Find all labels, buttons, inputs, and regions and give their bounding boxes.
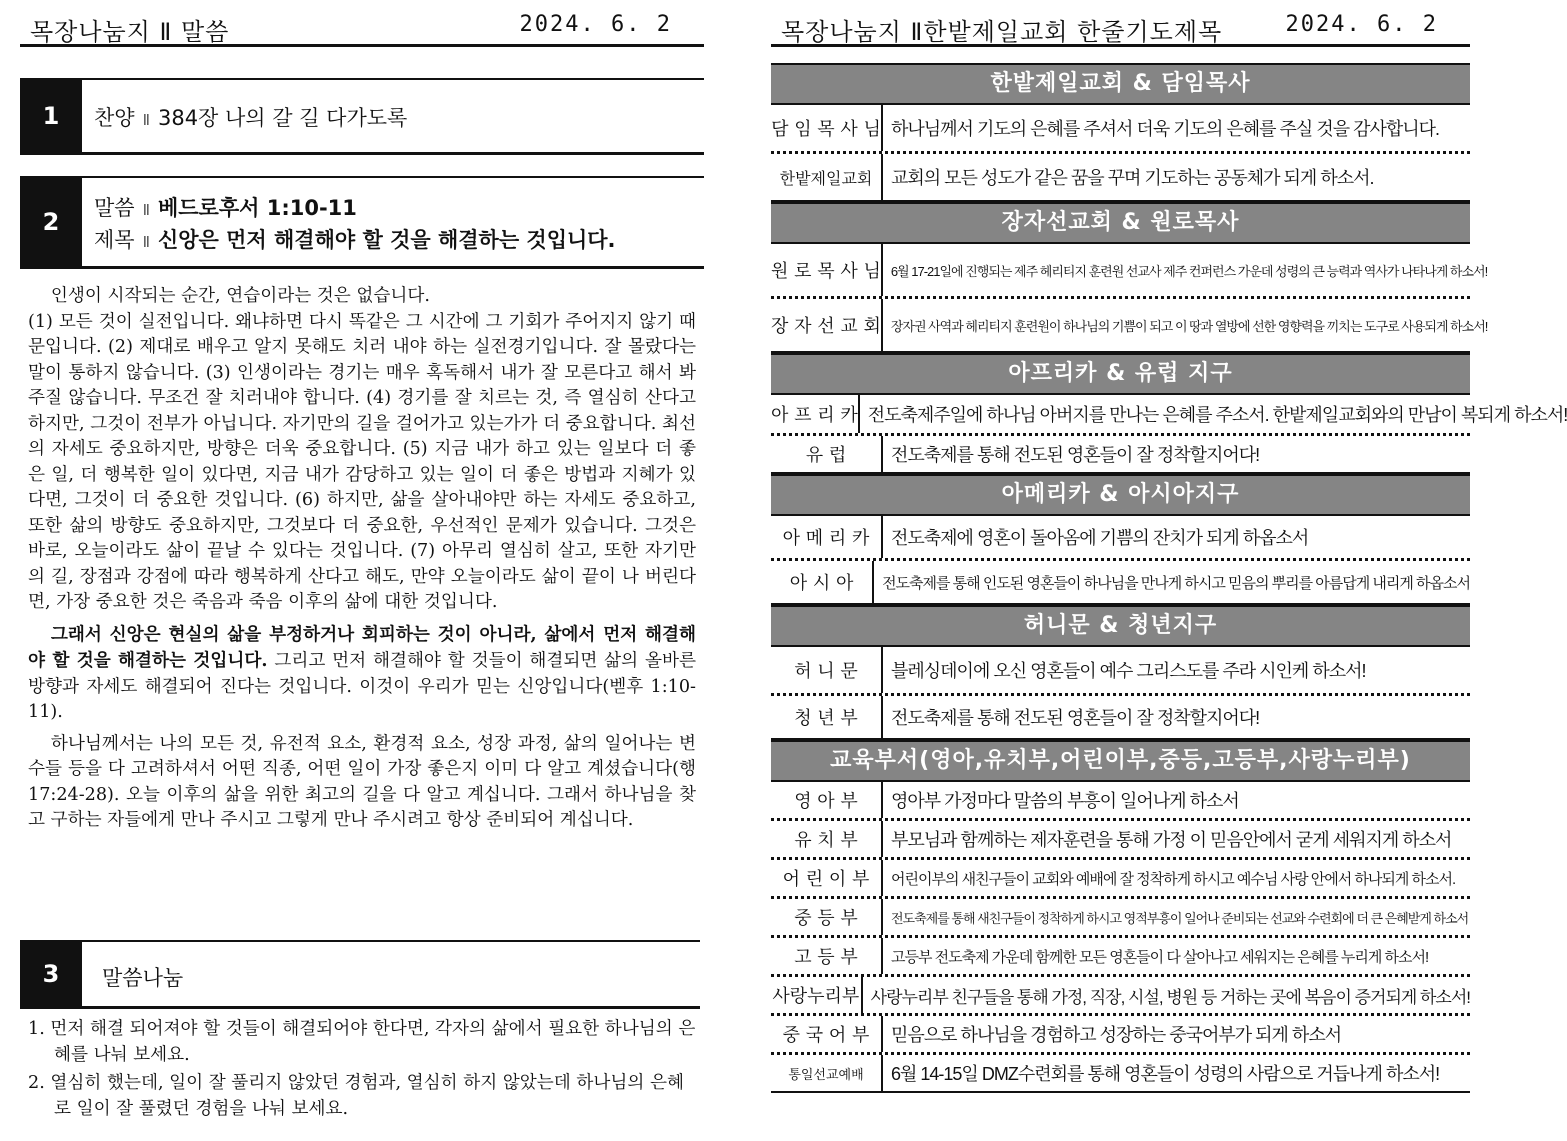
prayer-group-title: 아메리카 & 아시아지구 [771, 474, 1470, 516]
prayer-row-label: 아 시 아 [771, 561, 874, 603]
prayer-row-label: 사랑누리부 [771, 977, 863, 1013]
prayer-row-label: 원 로 목 사 님 [771, 244, 883, 296]
prayer-page [771, 0, 1567, 1141]
prayer-row [771, 395, 1567, 436]
right-page-date: 2024. 6. 2 [1285, 12, 1438, 37]
prayer-row-text: 전도축제를 통해 인도된 영혼들이 하나님을 만나게 하시고 믿음의 뿌리를 아름답게 내리게 하옵소서 [882, 574, 1470, 592]
prayer-group-title: 장자선교회 & 원로목사 [771, 202, 1470, 244]
prayer-row-text: 믿음으로 하나님을 경험하고 성장하는 중국어부가 되게 하소서 [891, 1025, 1342, 1045]
hymn-text: 384장 나의 갈 길 다가도록 [157, 106, 408, 130]
prayer-row [771, 821, 1470, 860]
prayer-row [771, 154, 1470, 202]
sermon-paragraph-rest: 그리고 먼저 해결해야 할 것들이 해결되면 삶의 올바른 방향과 자세도 해결되어 진다는 것입니다. 이것이 우리가 믿는 신앙입니다(벧후 1:10-11). [28, 651, 696, 722]
hymn-label: 찬양 [94, 106, 135, 130]
prayer-row-label: 통일선교예배 [771, 1055, 883, 1091]
hymn-line: 찬양 Ⅱ 384장 나의 갈 길 다가도록 [94, 106, 408, 130]
prayer-group-title: 교육부서(영아,유치부,어린이부,중등,고등부,사랑누리부) [771, 740, 1470, 782]
prayer-row-text: 전도축제를 통해 전도된 영혼들이 잘 정착할지어다! [891, 445, 1260, 465]
sermon-paragraph: (1) 모든 것이 실전입니다. 왜냐하면 다시 똑같은 그 시간에 그 기회가 주어지지 않기 때문입니다. (2) 제대로 배우고 알지 못해도 치러 내야 하는 실전경기입니다. 잘 몰랐다는 말이 통하지 않습니다. (3) 인생이라는 경기는 매우 혹독해서 내가 잘 모른다고 해서 봐주질 않습니다. 무조건 잘 치러내야 합니다. (4) 경기를 잘 치르는 것, 즉 열심히 산다고 하지만, 그것이 전부가 아닙니다. 자기만의 길을 걸어가고 있는가가 더 중요합니다. 최선의 자세도 중요하지만, 방향은 더욱 중요합니다. (5) 지금 내가 하고 있는 일보다 더 좋은 일, 더 행복한 일이 있다면, 지금 내가 감당하고 있는 일이 더 좋은 방법과 지혜가 있다면, 그것이 더 중요한 것입니다. (6) 하지만, 삶을 살아내야만 하는 자세도 중요하고, 또한 삶의 방향도 중요하지만, 그것보다 더 중요한, 우선적인 문제가 있습니다. 그것은 바로, 오늘이라도 삶이 끝날 수 있다는 것입니다. (7) 아무리 열심히 살고, 또한 자기만의 길, 장점과 강점에 따라 행복하게 산다고 해도, 만약 오늘이라도 삶이 끝이 나 버린다면, 가장 중요한 것은 죽음과 죽음 이후의 삶에 대한 것입니다. [28, 311, 696, 612]
sharing-questions [28, 1016, 696, 1124]
prayer-row-text: 고등부 전도축제 가운데 함께한 모든 영혼들이 다 살아나고 세워지는 은혜를 누리게 하소서! [891, 948, 1429, 966]
prayer-row [771, 782, 1470, 821]
prayer-group-title: 한밭제일교회 & 담임목사 [771, 63, 1470, 105]
prayer-row-text: 어린이부의 새친구들이 교회와 예배에 잘 정착하게 하시고 예수님 사랑 안에서 하나되게 하소서. [891, 870, 1456, 888]
sermon-paragraph [28, 622, 696, 726]
prayer-row [771, 899, 1470, 938]
prayer-row-text: 부모님과 함께하는 제자훈련을 통해 가정 이 믿음안에서 굳게 세워지게 하소서 [891, 830, 1452, 850]
prayer-row [771, 244, 1488, 299]
prayer-row [771, 1055, 1470, 1093]
prayer-row-text: 장자권 사역과 헤리티지 훈련원이 하나님의 기쁨이 되고 이 땅과 열방에 선한 영향력을 끼치는 도구로 사용되게 하소서! [890, 318, 1488, 334]
prayer-row-text: 6월 14-15일 DMZ수련회를 통해 영혼들이 성령의 사람으로 거듭나게 하소서! [891, 1064, 1440, 1084]
prayer-row-label: 어 린 이 부 [771, 860, 883, 896]
prayer-row [771, 977, 1470, 1016]
prayer-row-label: 한밭제일교회 [771, 154, 883, 200]
prayer-table [771, 63, 1567, 1093]
section-number: 2 [20, 178, 82, 266]
scripture-reference: 베드로후서 1:10-11 [157, 196, 357, 220]
prayer-row-text: 교회의 모든 성도가 같은 꿈을 꾸며 기도하는 공동체가 되게 하소서. [891, 168, 1374, 188]
prayer-row-text: 전도축제주일에 하나님 아버지를 만나는 은혜를 주소서. 한밭제일교회와의 만남이 복되게 하소서! [867, 405, 1567, 425]
prayer-row [771, 1016, 1470, 1055]
prayer-row-text: 6월 17-21일에 진행되는 제주 헤리티지 훈련원 선교사 제주 컨퍼런스 가운데 성령의 큰 능력과 역사가 나타나게 하소서! [890, 263, 1488, 279]
section-hymn [20, 78, 704, 155]
section-number: 3 [20, 942, 82, 1006]
section-sharing [20, 940, 700, 1009]
prayer-row [771, 696, 1470, 740]
prayer-row-label: 고 등 부 [771, 938, 883, 974]
prayer-row-text: 하나님께서 기도의 은혜를 주셔서 더욱 기도의 은혜를 주실 것을 감사합니다. [891, 119, 1440, 139]
prayer-group-title: 허니문 & 청년지구 [771, 605, 1470, 647]
prayer-row [771, 436, 1470, 474]
prayer-row-label: 유 럽 [771, 436, 883, 472]
section-scripture [20, 176, 704, 269]
prayer-row-label: 유 치 부 [771, 821, 883, 857]
sermon-body [28, 284, 696, 840]
prayer-row-label: 장 자 선 교 회 [771, 299, 883, 351]
scripture-line: 말씀 Ⅱ 베드로후서 1:10-11 [94, 196, 357, 220]
sharing-label: 말씀나눔 [102, 966, 184, 990]
sermon-paragraph: 인생이 시작되는 순간, 연습이라는 것은 없습니다. [50, 286, 430, 306]
left-page-title: 목장나눔지 Ⅱ 말씀 [30, 18, 230, 46]
prayer-row [771, 516, 1470, 561]
prayer-row-label: 중 등 부 [771, 899, 883, 935]
prayer-row-text: 블레싱데이에 오신 영혼들이 예수 그리스도를 주라 시인케 하소서! [891, 661, 1366, 681]
sermon-page [20, 0, 704, 1141]
sharing-question: 2. 열심히 했는데, 일이 잘 풀리지 않았던 경험과, 열심히 하지 않았는데 하나님의 은혜로 일이 잘 풀렸던 경험을 나눠 보세요. [28, 1073, 684, 1119]
right-page-header [771, 8, 1470, 47]
left-page-date: 2024. 6. 2 [519, 12, 672, 37]
prayer-row [771, 561, 1470, 605]
prayer-row-text: 전도축제를 통해 전도된 영혼들이 잘 정착할지어다! [891, 708, 1260, 728]
prayer-row [771, 647, 1470, 696]
prayer-row-text: 영아부 가정마다 말씀의 부흥이 일어나게 하소서 [891, 791, 1239, 811]
prayer-row-text: 전도축제에 영혼이 돌아옴에 기쁨의 잔치가 되게 하옵소서 [891, 528, 1309, 548]
left-page-header [20, 8, 704, 47]
sermon-title-label: 제목 [94, 228, 135, 252]
sermon-paragraph: 하나님께서는 나의 모든 것, 유전적 요소, 환경적 요소, 성장 과정, 삶의 일어나는 변수들 등을 다 고려하셔서 어떤 직종, 어떤 일이 가장 좋은지 이미 다 알고 계셨습니다(행 17:24-28). 오늘 이후의 삶을 위한 최고의 길을 다 알고 계십니다. 그래서 하나님을 찾고 구하는 자들에게 만나 주시고 그렇게 만나 주시려고 항상 준비되어 계십니다. [28, 733, 696, 830]
prayer-row [771, 105, 1470, 154]
sharing-question: 1. 먼저 해결 되어져야 할 것들이 해결되어야 한다면, 각자의 삶에서 필요한 하나님의 은혜를 나눠 보세요. [28, 1019, 696, 1065]
prayer-row-label: 담 임 목 사 님 [771, 105, 883, 151]
prayer-row [771, 938, 1470, 977]
prayer-row-label: 중 국 어 부 [771, 1016, 883, 1052]
prayer-row-label: 허 니 문 [771, 647, 883, 693]
right-page-title: 목장나눔지 Ⅱ한밭제일교회 한줄기도제목 [781, 18, 1223, 46]
sermon-key-sentence: 그래서 신앙은 현실의 삶을 부정하거나 회피하는 것이 아니라, 삶에서 먼저 해결해야 할 것을 해결하는 것입니다. [28, 623, 696, 671]
sermon-title: 신앙은 먼저 해결해야 할 것을 해결하는 것입니다. [157, 228, 616, 252]
section-number: 1 [20, 80, 82, 152]
prayer-row-label: 영 아 부 [771, 782, 883, 818]
prayer-row-label: 청 년 부 [771, 696, 883, 738]
prayer-row [771, 860, 1470, 899]
prayer-row [771, 299, 1488, 353]
prayer-row-text: 전도축제를 통해 새친구들이 정착하게 하시고 영적부흥이 일어나 준비되는 선교와 수련회에 더 큰 은혜받게 하소서 [891, 910, 1469, 926]
prayer-row-label: 아 프 리 카 [771, 395, 860, 433]
sermon-title-line: 제목 Ⅱ 신앙은 먼저 해결해야 할 것을 해결하는 것입니다. [94, 228, 616, 252]
prayer-row-label: 아 메 리 카 [771, 516, 883, 558]
prayer-row-text: 사랑누리부 친구들을 통해 가정, 직장, 시설, 병원 등 거하는 곳에 복음이 증거되게 하소서! [870, 987, 1470, 1007]
scripture-label: 말씀 [94, 196, 135, 220]
prayer-group-title: 아프리카 & 유럽 지구 [771, 353, 1470, 395]
